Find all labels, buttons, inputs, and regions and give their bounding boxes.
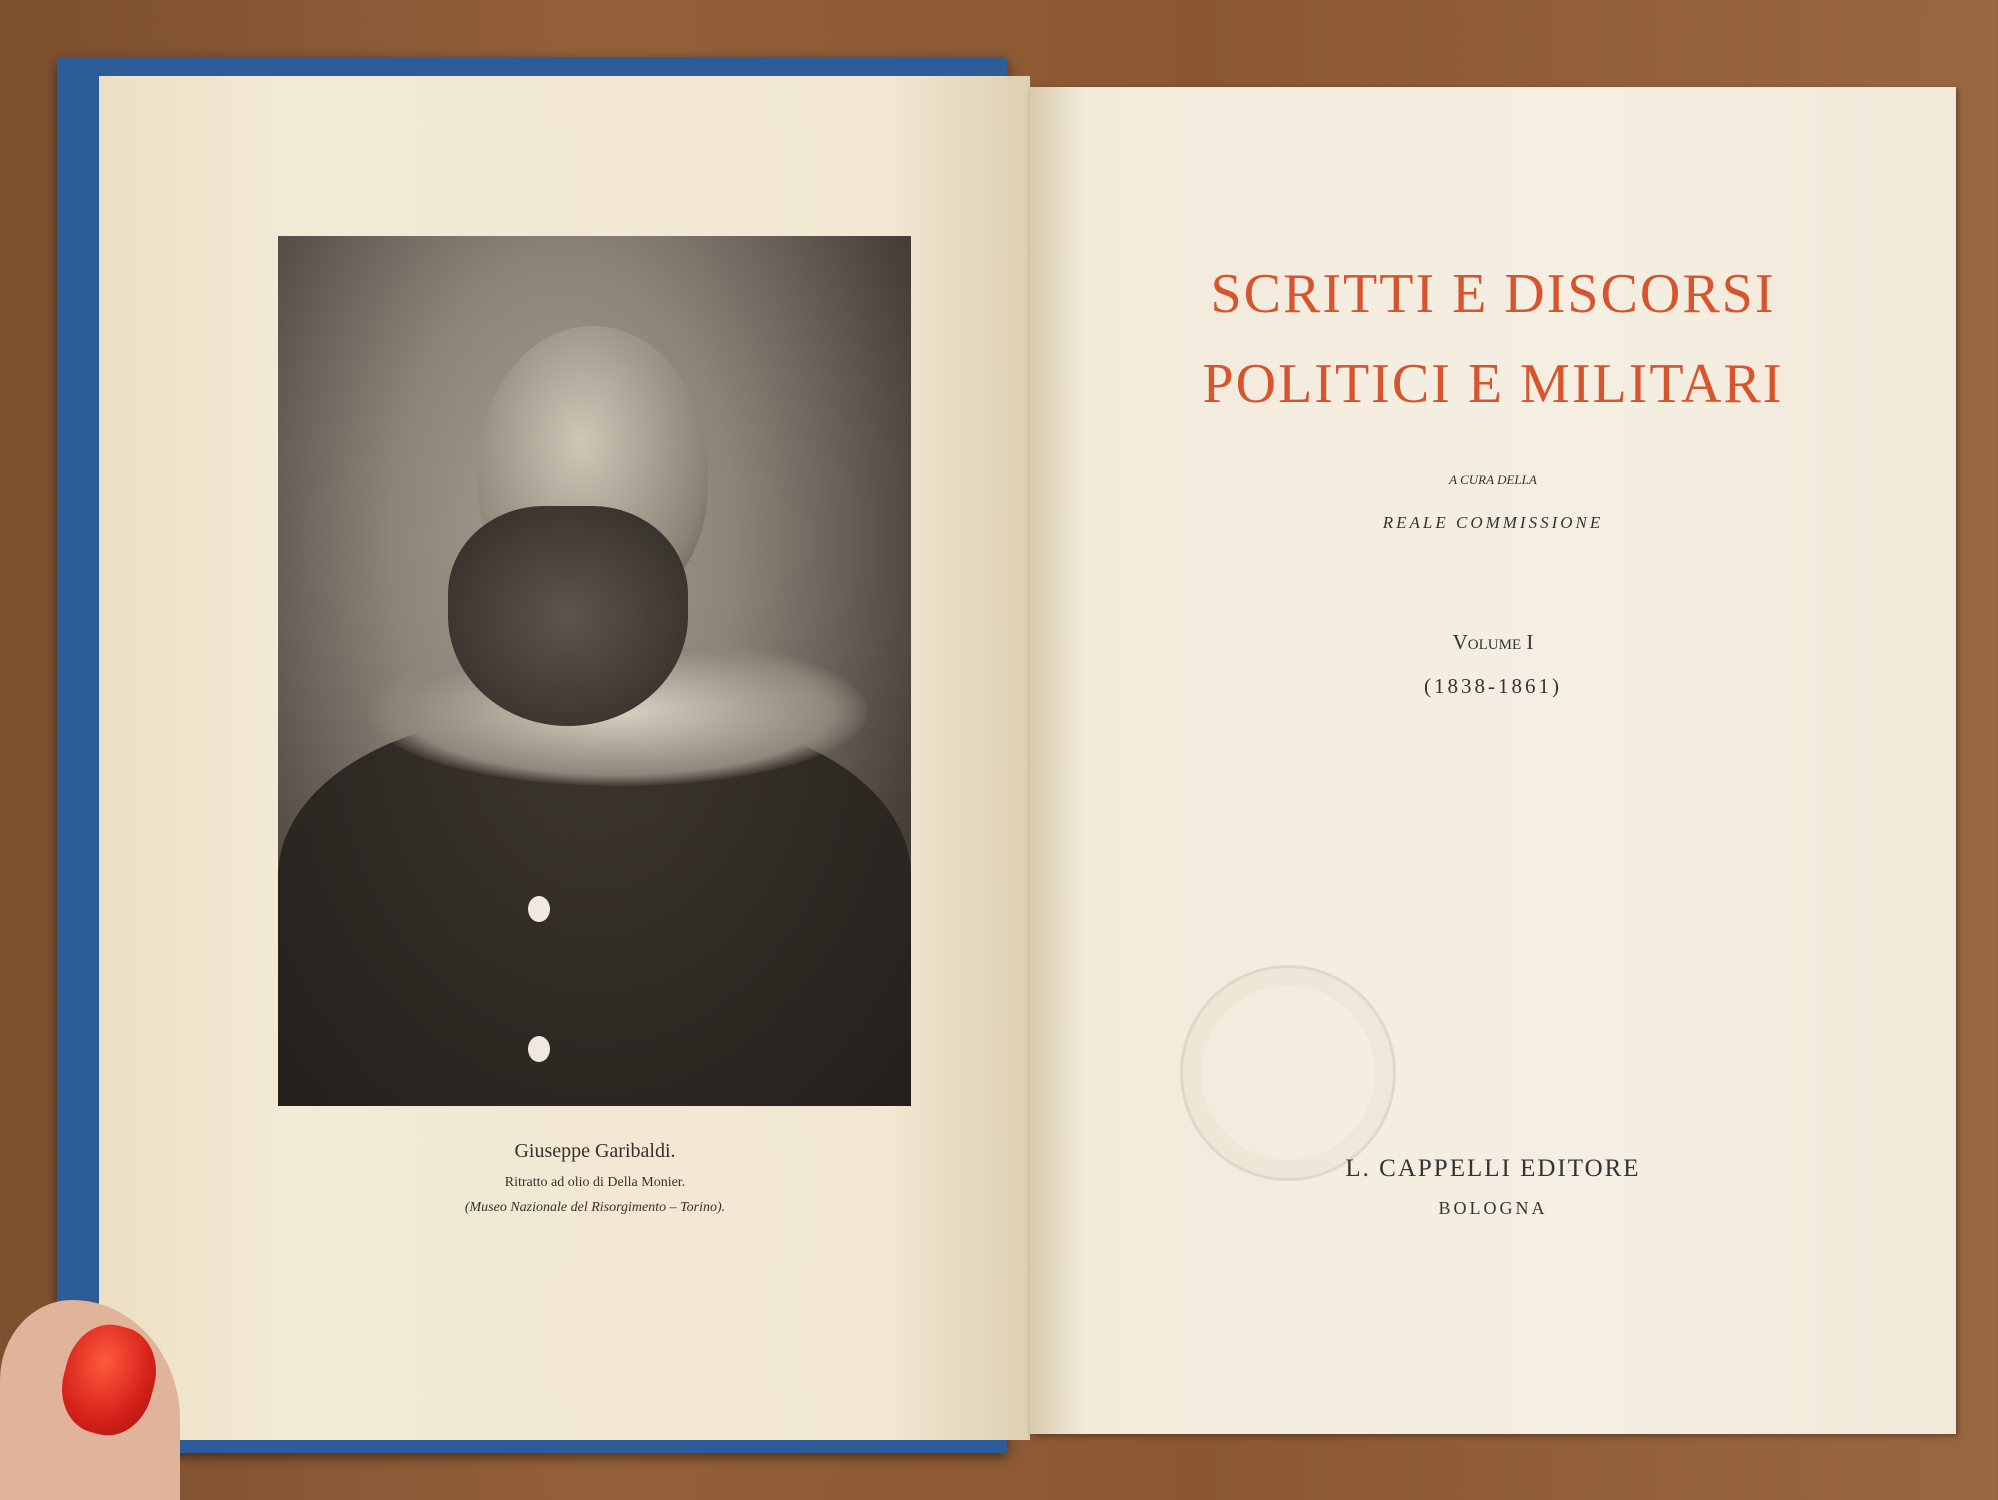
title-line2: POLITICI E MILITARI — [1202, 353, 1784, 415]
caption-line2: Ritratto ad olio di Della Monier. — [504, 1175, 686, 1190]
caption-name: Giuseppe Garibaldi. — [514, 1140, 676, 1162]
editor-prefix: A CURA DELLA — [1449, 472, 1537, 487]
publisher: L. CAPPELLI EDITORE — [1345, 1155, 1641, 1182]
title-line1: SCRITTI E DISCORSI — [1210, 263, 1776, 325]
garibaldi-portrait — [278, 236, 911, 1106]
portrait-beard — [448, 506, 688, 726]
editor: REALE COMMISSIONE — [1382, 513, 1604, 532]
coat-button — [528, 896, 550, 922]
volume: Volume I — [1452, 630, 1534, 654]
embossed-stamp — [1180, 965, 1396, 1181]
coat-button — [528, 1036, 550, 1062]
years: (1838-1861) — [1424, 674, 1562, 698]
city: BOLOGNA — [1438, 1198, 1548, 1218]
caption-line3: (Museo Nazionale del Risorgimento – Torino). — [464, 1200, 726, 1215]
